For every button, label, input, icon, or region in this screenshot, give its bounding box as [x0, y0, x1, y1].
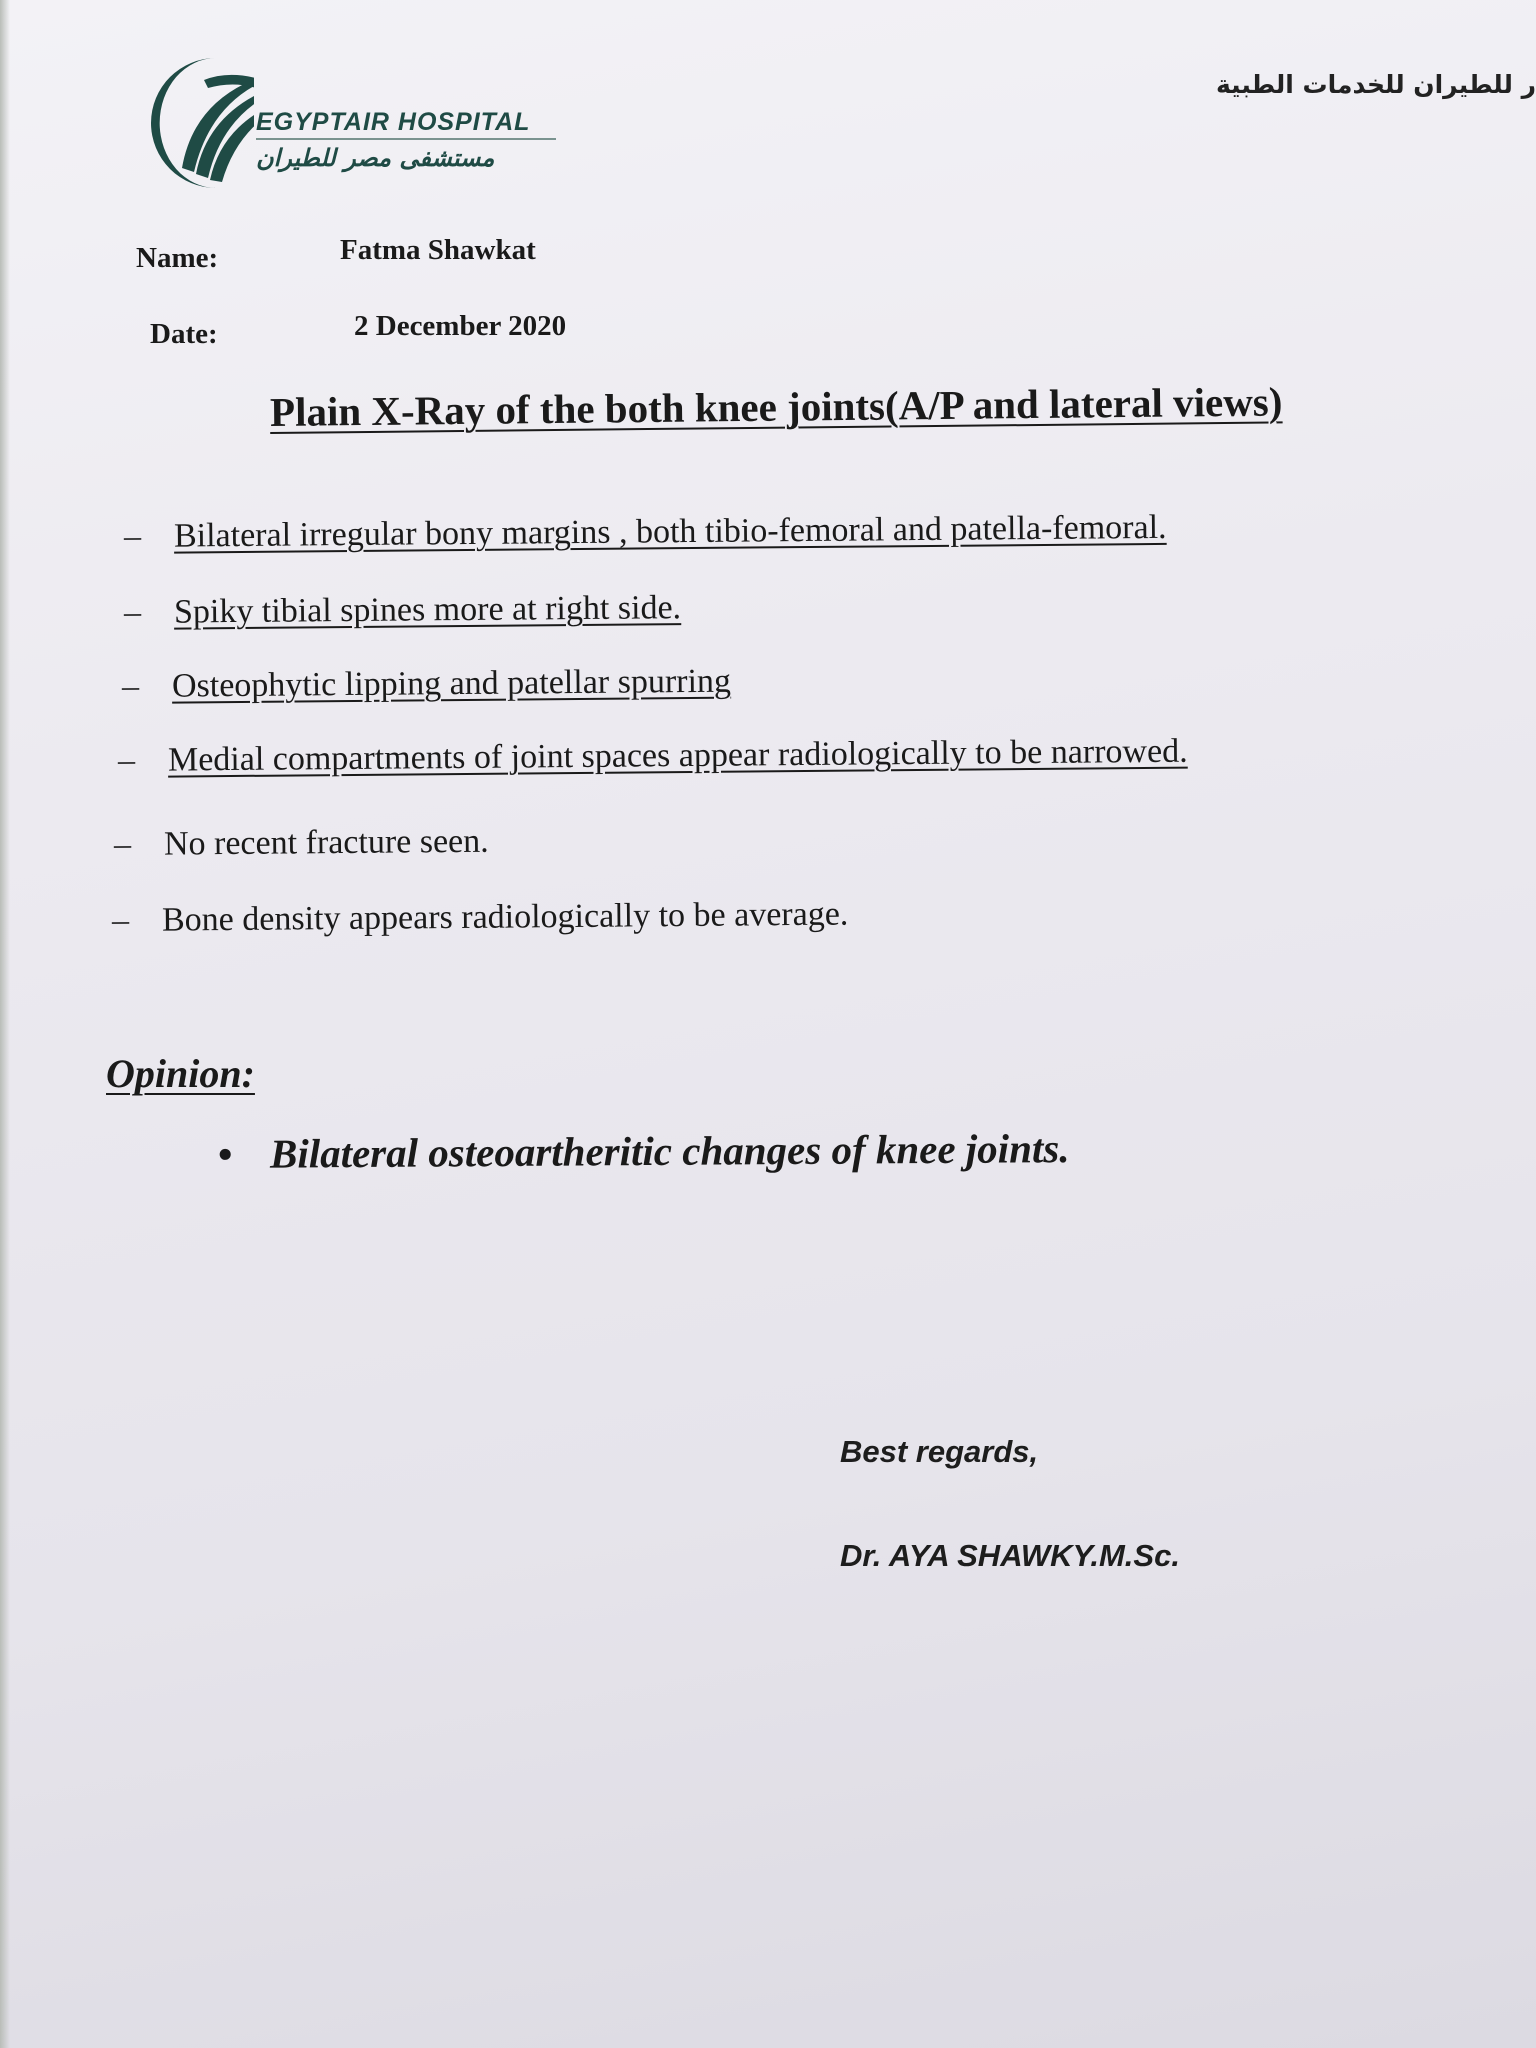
opinion-text: Bilateral osteoartheritic changes of knee joints. — [269, 1125, 1070, 1177]
finding-item — [114, 823, 489, 864]
company-name-ar: ر للطيران للخدمات الطبية — [1215, 70, 1536, 99]
finding-item — [118, 733, 1188, 780]
hospital-logo — [144, 50, 564, 200]
dash-bullet: – — [113, 825, 132, 863]
doctor-name: Dr. AYA SHAWKY.M.Sc. — [840, 1538, 1180, 1573]
closing-text: Best regards, — [840, 1434, 1039, 1469]
finding-item — [124, 509, 1167, 556]
egyptair-horus-logo-icon — [144, 50, 254, 200]
report-date: 2 December 2020 — [354, 310, 567, 342]
finding-text: Medial compartments of joint spaces appear radiologically to be narrowed. — [167, 732, 1188, 779]
dash-bullet: – — [121, 667, 140, 705]
logo-divider — [256, 138, 556, 140]
dash-bullet: – — [123, 593, 142, 631]
dash-bullet: – — [117, 741, 136, 779]
finding-text: Bone density appears radiologically to be average. — [161, 895, 849, 939]
date-label: Date: — [150, 318, 218, 350]
finding-text: Spiky tibial spines more at right side. — [173, 589, 682, 631]
bullet-dot: • — [217, 1130, 233, 1177]
page-edge-shadow — [0, 0, 10, 2048]
dash-bullet: – — [123, 517, 142, 555]
finding-item — [124, 589, 681, 632]
report-title: Plain X-Ray of the both knee joints(A/P and lateral views) — [269, 378, 1283, 435]
finding-item — [112, 896, 849, 940]
patient-name: Fatma Shawkat — [340, 234, 536, 266]
hospital-name-en: EGYPTAIR HOSPITAL — [256, 108, 531, 136]
name-label: Name: — [136, 242, 219, 274]
finding-text: No recent fracture seen. — [163, 822, 489, 863]
finding-text: Osteophytic lipping and patellar spurring — [171, 662, 732, 705]
opinion-item — [218, 1124, 1070, 1178]
dash-bullet: – — [111, 901, 130, 939]
finding-text: Bilateral irregular bony margins , both tibio-femoral and patella-femoral. — [173, 508, 1167, 555]
hospital-name-ar: مستشفى مصر للطيران — [256, 144, 495, 172]
finding-item — [122, 663, 731, 706]
opinion-heading: Opinion: — [106, 1051, 255, 1096]
